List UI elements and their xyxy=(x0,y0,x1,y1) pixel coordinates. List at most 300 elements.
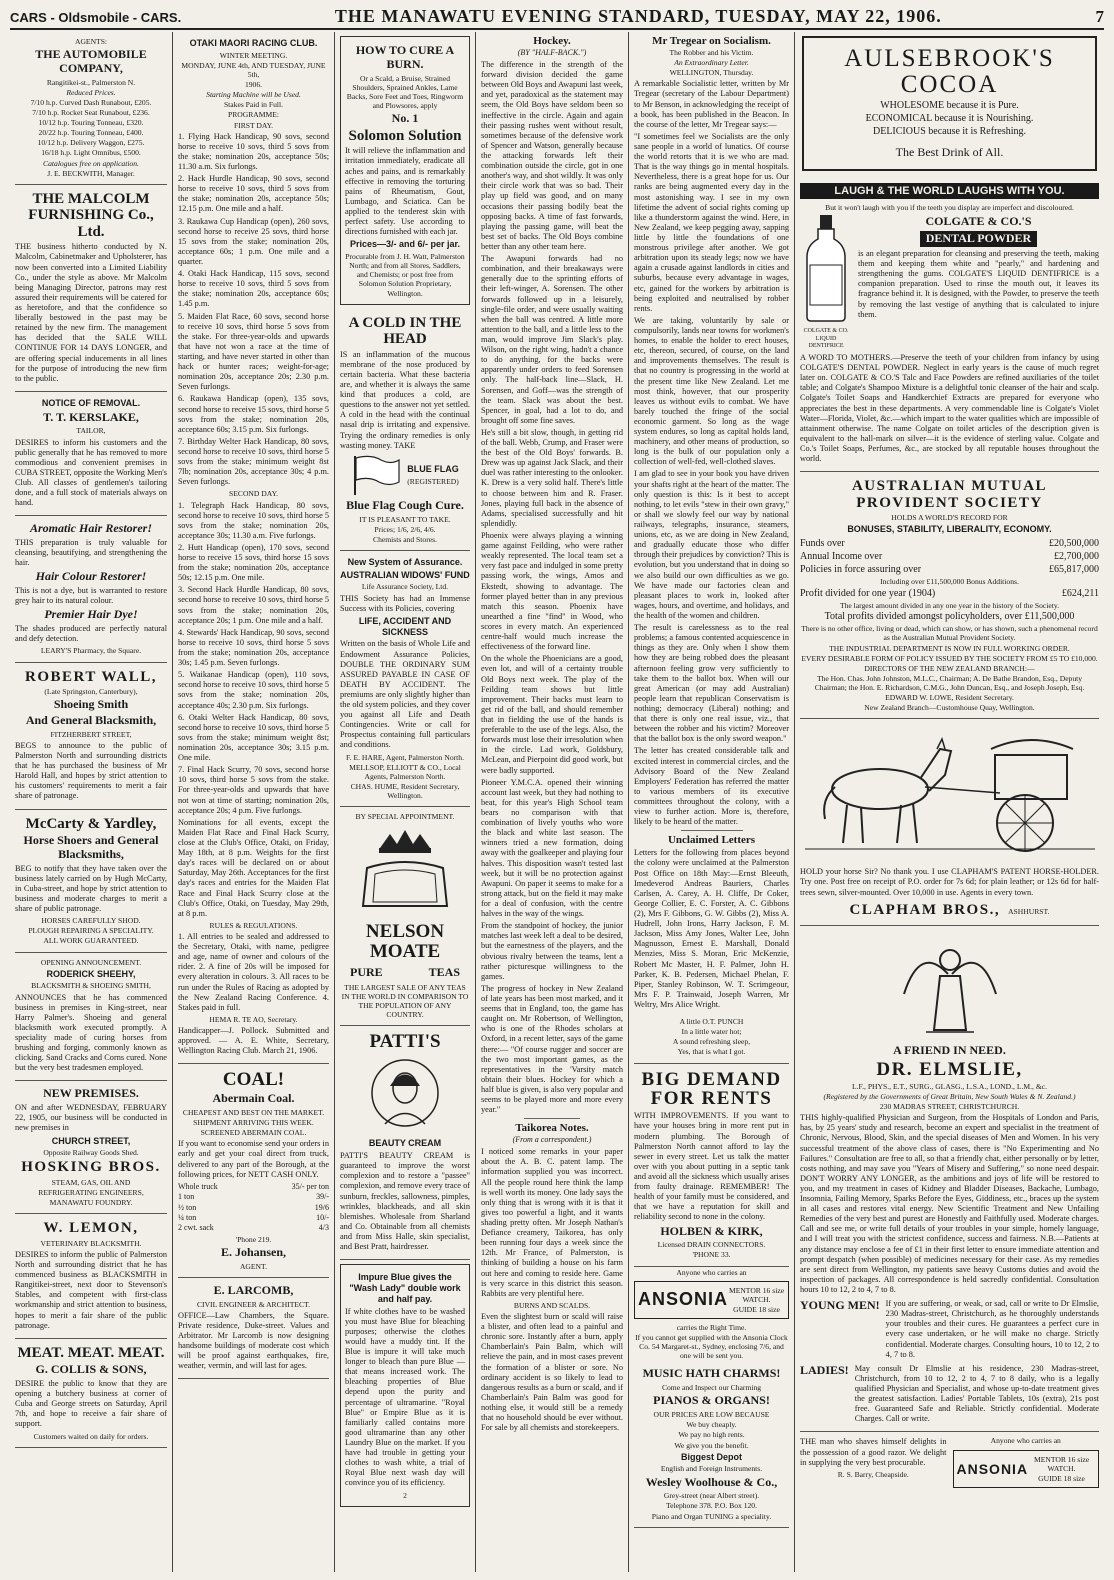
amp-name: AUSTRALIAN MUTUAL PROVIDENT SOCIETY xyxy=(851,478,1048,511)
racing-first-day: FIRST DAY. xyxy=(233,120,274,130)
article-paragraph: "I sometimes feel we Socialists are the only sane people in a world of lunatics. Of course the world retorts that it is we who are mad. That is the way things go in mental hospitals. Nevertheless, there is a great hope for us. Our ranks are being augmented every day in the most astonishing way. I see in my own lifetime the advent of social rights coming up like a thunderstorm against the wind. Here, in New Zealand, we keep pegging away, sapping little by little the foundations of one monstrous privilege after another. We got arbitration upon its steady legs; now we have again a crusade against landlords in cities and suburbs, because every advantage in wages, etc, gained for the workers by arbitration is being exploited and neutralised by robber rents. xyxy=(634,131,789,313)
automobile-company-name: THE AUTOMOBILE COMPANY, xyxy=(35,47,147,75)
coal-shipment: SHIPMENT ARRIVING THIS WEEK. xyxy=(193,1118,314,1128)
hair-restorer-body: THIS preparation is truly valuable for cleansing, beautifying, and strengthening the hair. xyxy=(15,538,167,568)
ladies-heading: LADIES! xyxy=(800,1362,849,1377)
racing-starting: Starting Machine will be Used. xyxy=(206,90,301,100)
solomon-name: Solomon Solution xyxy=(348,127,462,144)
racing-club: OTAKI MAORI RACING CLUB. xyxy=(189,38,318,48)
ansonia-bottom: If you cannot get supplied with the Ansonia Clock Co. 54 Margaret-st., Sydney, enclosing 7/6, and one will be sent you. xyxy=(635,1333,788,1361)
article-paragraph: The progress of hockey in New Zealand of late years has been most marked, and it seems that in England, too, the game has caught on. Mr Robertson, of Wellington, who is one of the Rhodes scholars at Oxford, in a recent letter, says of the game there:— "Of course rugger and soccer are the two most important games, as the representatives in the 'Varsity match obtain their blues. Hockey for which a half blue is given, is also very popular and seems to be played more and more every year." xyxy=(481,983,623,1115)
kerslake-trade: TAILOR, xyxy=(76,426,106,436)
crown-crest-icon xyxy=(345,826,465,912)
elmslie-body: THIS highly-qualified Physician and Surgeon, from the Hospitals of London and Paris, has, by 25 years' study and research, become an expert and specialist in the treatment of Chronic, Nervous, Blood, Skin, and the special diseases of Men and Women. In his very successful treatment of the above class of cases, there is "No Experimenting and No Failures." Consultation are free to all, so that a friendly chat, either personally or by letter, costs nothing, and may save you "Years of Misery and Suffering," so none need despair. DON'T WORRY ANY LONGER, as the ambitions and joys of life will be restored to you, and my treatment in cases of Kidney and Bladder Diseases, Backache, Lumbago, Insomnia, Failing Memory, Sparks Before the Eyes, Giddiness, etc., braces up the system in all cases and restores vital energy. New Scientific Treatment and New Unfailing Remedies of the very best and purest are Honestly and Faithfully used. Moderate charges. Call and see me, or write full details of your troubles in your simple, homely language, and I will treat you with the strictest confidence, success and fairness. N.B.—Patients at any distance may enclose a fee of £1 in their first letter to ensure immediate attention and prompt despatch (when possible) of medicines necessary for their case. As my remedies are sent direct from Wellington, my patients save heavy Customs duties and avoid the inspection of packages. All correspondence is held sacredly confidential. Consultation hours 10 to 12, 2 to 4, 7 to 8. xyxy=(800,1113,1099,1295)
price-line: 7/10 h.p. Rocket Seat Runabout, £236. xyxy=(32,108,150,118)
amp-secretary: EDWARD W. LOWE, Resident Secretary. xyxy=(885,693,1014,703)
larcomb-role: CIVIL ENGINEER & ARCHITECT. xyxy=(196,1299,311,1309)
amp-branch: New Zealand Branch—Customhouse Quay, Wellington. xyxy=(864,703,1035,713)
clapham-name: CLAPHAM BROS., xyxy=(849,901,1001,918)
elmslie-name: DR. ELMSLIE, xyxy=(876,1058,1023,1080)
mccarty-tag: HORSES CAREFULLY SHOD. xyxy=(41,916,141,926)
bottle-icon xyxy=(801,213,851,323)
blue-flag-logo-row xyxy=(340,454,470,496)
coal-agent-role: AGENT. xyxy=(239,1261,268,1271)
music-heading: MUSIC HATH CHARMS! xyxy=(642,1366,781,1381)
angel-figure-icon xyxy=(890,934,1010,1034)
woolhouse-ad xyxy=(634,1361,789,1527)
music-depot: Biggest Depot xyxy=(680,1451,742,1462)
hosking-foundry: MANAWATU FOUNDRY. xyxy=(49,1198,133,1208)
lemon-body: DESIRES to inform the public of Palmerston North and surrounding district that he has commenced business as BLACKSMITH in Rangitikei-street, next door to Stevenson's Stables, and competent with first-class workmanship and strict attention to business, hopes to merit a fair share of the public patronage. xyxy=(15,1249,167,1330)
ansonia-right-time: carries the Right Time. xyxy=(676,1323,747,1333)
masthead-title: THE MANAWATU EVENING STANDARD, TUESDAY, MAY 22, 1906. xyxy=(334,6,942,26)
widows-fund-secretary: CHAS. HUME, Resident Secretary, Wellington. xyxy=(350,781,460,801)
price-line: 10/12 h.p. Delivery Waggon, £275. xyxy=(37,138,145,148)
hockey-heading: Hockey. xyxy=(533,35,571,47)
kerslake-body: DESIRES to inform his customers and the public generally that he has removed to more commodious and convenient premises in CUBA STREET, opposite the Working Men's Club. All classes of gentlemen's tailoring done, and a full stock of materials always on hand. xyxy=(15,437,167,508)
racing-year: 1906. xyxy=(244,80,263,90)
coal-subheading: Abermain Coal. xyxy=(212,1091,295,1106)
meat-heading: MEAT. MEAT. MEAT. xyxy=(17,1344,165,1361)
life-accident-sickness: LIFE, ACCIDENT AND SICKNESS xyxy=(358,615,452,637)
article-divider xyxy=(681,830,743,831)
colgate-mothers: A WORD TO MOTHERS.—Preserve the teeth of your children from infancy by using COLGATE'S DENTAL POWDER. Neglect in early years is the cause of much regret later on. COLGATE & CO.'S Talc and Face Powders are refined auxiliaries of the toilet table; and Colgate's Shampoo Mixture is a delightful tonic cleanser of the hair and scalp. Colgate's Toilet Soaps and Handkerchief Extracts are prepared for everyone who appreciates the best in these departments. A very commendable line is Colgate's Violet Water—Florida, Violet, &c.—which impart to the water qualities which are impossible of attainment otherwise. The name Colgate on toilet articles of the description given is equivalent to the hall-mark on silver—it is the evidence of sterling value. Colgate and Co.'s Toilet Soaps, Perfumes, &c., are stocked by all reputable houses throughout the world. xyxy=(800,352,1099,464)
race-entry: 4. Stewards' Hack Handicap, 90 sovs, second horse to receive 10 sovs, third horse 5 sovs from the stake; nomination 20s, acceptance 30s; 1.45 p.m. Seven furlongs. xyxy=(178,627,329,668)
coal-agent: E. Johansen, xyxy=(220,1244,287,1259)
mccarty-tag: ALL WORK GUARANTEED. xyxy=(43,936,139,946)
music-come: Come and Inspect our Charming xyxy=(661,1383,762,1393)
woolhouse-tuning: Piano and Organ TUNING a speciality. xyxy=(651,1511,772,1521)
verse-line: A little O.T. PUNCH xyxy=(679,1017,744,1027)
elmslie-qualifications: L.F., PHYS., E.T., SURG., GLASG., L.S.A., LOND., L.M., &c. xyxy=(851,1081,1047,1091)
friend-in-need: A FRIEND IN NEED. xyxy=(893,1043,1006,1058)
catalogues-note: Catalogues free on application. xyxy=(43,158,139,168)
amp-directors-heading: DIRECTORS OF THE NEW ZEALAND BRANCH:— xyxy=(864,663,1035,673)
amp-society-ad xyxy=(800,472,1099,719)
racing-handicappers: Handicapper—J. Pollock. Submitted and approved. — A. E. White, Secretary, Wellington Racing Club. March 21, 1906. xyxy=(178,1025,329,1056)
barry-name: R. S. Barry, Cheapside. xyxy=(837,1469,909,1479)
race-entry: 4. Otaki Hack Handicap, 115 sovs, second horse to receive 10 sovs, third 5 sovs from the stake; nomination 20s, acceptance 60s; 1.45 p.m. xyxy=(178,269,329,309)
taikorea-article xyxy=(481,1122,623,1433)
pianos-organs: PIANOS & ORGANS! xyxy=(653,1393,770,1408)
ansonia-box xyxy=(953,1450,1100,1488)
burns-body: Even the slightest burn or scald will raise a blister, and often lead to a painful and chronic sore. Instantly after a burn, apply Chamberlain's Pain Balm, which will relieve the pain, and in most cases prevent the formation of a blister or sore. No ordinary accident is so likely to lead to dangerous results as a burn or scald, and if Chamberlain's Pain Balm was good for nothing else, it would still be a remedy that no household should be ever without. For sale by all chemists and storekeepers. xyxy=(481,1312,623,1433)
leary-pharmacy-ad xyxy=(15,516,167,662)
cocoa-claim: DELICIOUS because it is Refreshing. xyxy=(872,125,1027,137)
leary-signature: LEARY'S Pharmacy, the Square. xyxy=(40,646,142,656)
barry-ad xyxy=(800,1435,947,1491)
racing-stakes: Stakes Paid in Full. xyxy=(223,100,284,110)
tregear-article xyxy=(634,35,789,827)
hair-colour-body: This is not a dye, but is warranted to restore grey hair to its natural colour. xyxy=(15,586,167,606)
amp-profit-row xyxy=(800,587,1099,600)
article-divider xyxy=(524,1118,581,1119)
coal-qty: ¼ ton xyxy=(178,1212,197,1222)
rules-heading: RULES & REGULATIONS. xyxy=(209,920,298,930)
coal-qty: 2 cwt. sack xyxy=(178,1223,214,1233)
unclaimed-heading: Unclaimed Letters xyxy=(667,834,756,847)
young-men-body: If you are suffering, or weak, or sad, call or write to Dr Elmslie, 230 Madras-street, Christchurch, as he thoroughly understands your troubles and their cures. He guarantees a perfect cure in every case undertaken, or he will make no charge. Strictly confidential. Moderate charges. Consulting hours, 10 to 12, 2 to 4, 7 to 8. xyxy=(885,1299,1099,1359)
race-entry: 1. Flying Hack Handicap, 90 sovs, second horse to receive 10 sovs, third 5 sovs from the stake; nomination 20s, acceptance 50s; 11.30 a.m. Six furlongs. xyxy=(178,131,329,171)
solomon-price: Prices—3/- and 6/- per jar. xyxy=(349,239,461,250)
barry-body: THE man who shaves himself delights in the possession of a good razor. We delight in supplying the very best procurable. xyxy=(800,1437,947,1467)
widows-fund-local-agents: MELLSOP, ELLIOTT & CO., Local Agents, Palmerston North. xyxy=(349,762,461,781)
hockey-byline: (BY "HALF-BACK.") xyxy=(517,48,587,57)
burn-heading: HOW TO CURE A BURN. xyxy=(355,43,455,71)
coal-cheapest: CHEAPEST AND BEST ON THE MARKET. xyxy=(182,1108,325,1118)
clapham-name-row xyxy=(800,900,1099,921)
coal-qty: 1 ton xyxy=(178,1192,195,1202)
race-entry: 3. Second Hack Hurdle Handicap, 80 sovs, second horse to receive 10 sovs, third horse 5 sovs from the stake; nomination 20s, acceptance 20s; 1 p.m. One mile and a half. xyxy=(178,585,329,625)
amp-row xyxy=(800,550,1099,563)
coal-phone: 'Phone 219. xyxy=(235,1234,272,1244)
ladies-block xyxy=(800,1362,1099,1427)
amp-holds: HOLDS A WORLD'S RECORD FOR xyxy=(891,513,1008,523)
holben-body: WITH IMPROVEMENTS. If you want to have your houses bring in more rent put in modern plumbing. The Borough of Palmerston North cannot afford to lay the sewer in every street. Let us talk the matter over with you about putting in a septic tank and avoid all the sickness which usually arises from faulty drainage. REMEMBER! The health of your family must be considered, and that we have a reputation for skill and reliability second to none in the colony. xyxy=(634,1111,789,1222)
removal-notice: NOTICE OF REMOVAL. xyxy=(41,397,141,408)
amp-largest: The largest amount divided in any one year in the history of the Society. xyxy=(839,601,1060,611)
holben-phone: 'PHONE 33. xyxy=(692,1250,731,1260)
collis-tail: Customers waited on daily for orders. xyxy=(33,1431,149,1441)
wall-trade: Shoeing Smith xyxy=(53,697,129,712)
elmslie-ad xyxy=(800,926,1099,1432)
blue-flag-ad xyxy=(340,309,470,551)
aulsebrook-name: AULSEBROOK'S xyxy=(844,45,1055,72)
cocoa-label: COCOA xyxy=(900,71,999,99)
wall-trade2: And General Blacksmith, xyxy=(25,712,157,727)
column-1 xyxy=(10,32,173,1572)
cocoa-claim: ECONOMICAL because it is Nourishing. xyxy=(865,112,1034,124)
wall-name: ROBERT WALL, xyxy=(25,668,157,685)
columns xyxy=(10,32,1104,1572)
punch-verse xyxy=(634,1012,789,1063)
racing-second-day: SECOND DAY. xyxy=(229,489,278,499)
coal-price: 4/3 xyxy=(318,1223,329,1233)
amp-bonuses: BONUSES, STABILITY, LIBERALITY, ECONOMY. xyxy=(847,524,1052,535)
article-paragraph: The letter has created considerable talk and excited interest in commercial circles, and the Advisory Board of the New Zealand Employers' Federation has referred the matter to various members of its executive committees throughout the colony, with a view to further action. More is, therefore, likely to be heard of the matter. xyxy=(634,746,789,827)
sheehy-trade: BLACKSMITH & SHOEING SMITH, xyxy=(31,981,151,991)
music-prices: OUR PRICES ARE LOW BECAUSE xyxy=(653,1410,770,1420)
footer-row xyxy=(800,1435,1099,1491)
amp-row xyxy=(800,537,1099,550)
woman-portrait-icon xyxy=(370,1058,440,1128)
amp-directors: The Hon. Chas. John Johnston, M.L.C., Chairman; A. De Bathe Brandon, Esq., Deputy Chairman; the Hon. E. Richardson, C.M.G., John Duncan, Esq., and Joseph Joseph, Esq. xyxy=(814,673,1085,692)
hair-restorer-heading: Aromatic Hair Restorer! xyxy=(29,521,152,536)
cough-prices: Prices; 1/6, 2/6, 4/6. xyxy=(374,524,436,534)
big-demand-heading: BIG DEMAND FOR RENTS xyxy=(641,1068,782,1110)
price-line: 10/12 h.p. Touring Tonneau, £320. xyxy=(38,118,144,128)
race-entry: 3. Raukawa Cup Handicap (open), 260 sovs, second horse to receive 25 sovs, third horse 15 sovs from the stake; nomination 20s, acceptance 60s; 1 p.m. One mile and a quarter. xyxy=(178,216,329,266)
racing-programme: PROGRAMME: xyxy=(227,110,280,120)
holben-name: HOLBEN & KIRK, xyxy=(660,1223,763,1238)
ansonia-guide: GUIDE 18 size xyxy=(1038,1473,1085,1483)
racing-rules: 1. All entries to be sealed and addressed to the Secretary, Otaki, with name, pedigree and age, name of owner and colours of the rider. 2. A fine of 20s will be imposed for every alteration in colours. 3. All races to be run under the Rules of Racing as adopted by the New Zealand Racing Conference. 4. Stakes paid in full. xyxy=(178,931,329,1012)
amp-row-value: £20,500,000 xyxy=(1049,538,1099,550)
automobile-ad xyxy=(15,32,167,185)
cough-cure-name: Blue Flag Cough Cure. xyxy=(346,497,464,512)
lemon-trade: VETERINARY BLACKSMITH. xyxy=(40,1238,142,1248)
coal-price: 39/- xyxy=(316,1192,329,1202)
coal-price: 10/- xyxy=(316,1212,329,1222)
larcomb-name: E. LARCOMB, xyxy=(213,1282,294,1297)
tregear-subheading: The Robber and his Victim. xyxy=(669,48,754,57)
coal-price-row xyxy=(178,1213,329,1223)
article-paragraph: From the standpoint of hockey, the junior matches last week left a deal to be desired, but the earnestness of the players, and the obvious rivalry between the teams, lent a rather picturesque willingness to the games. xyxy=(481,921,623,981)
music-instruments: English and Foreign Instruments. xyxy=(660,1464,763,1474)
ladies-body: May consult Dr Elmslie at his residence, 230 Madras-street, Christchurch, from 10 to 12, 2 to 4, 7 to 8 daily, who is a legally qualified Physician and Specialist, and whose up-to-date treatment gives the greatest satisfaction. Ladies' Portable Tablets, 10s (extra), 21s post free. Guaranteed Safe and Reliable. Strictly confidential. Moderate Charges. Call or write. xyxy=(854,1363,1099,1424)
verse-line: In a little water hot; xyxy=(681,1027,742,1037)
woolhouse-address: Grey-street (near Albert street). xyxy=(663,1491,760,1501)
hair-dye-heading: Premier Hair Dye! xyxy=(44,607,138,622)
clapham-place: ASHHURST. xyxy=(1008,906,1050,916)
amp-row xyxy=(800,563,1099,576)
malcolm-body: THE business hitherto conducted by N. Malcolm, Cabinetmaker and Upholsterer, has now been converted into a Limited Liability Co., under the style as above. Mr Malcolm being Managing Director, patrons may rest assured their requirements will be catered for as heretofore, and that the confidence so liberally bestowed in the past may be retained by the new firm. The management has decided that the SALE WILL CONTINUE FOR 14 DAYS LONGER, and are offering special inducements in all lines for the purpose of introducing the new firm to the public. xyxy=(15,242,167,383)
solomon-number: No. 1 xyxy=(391,111,419,126)
coal-price-row xyxy=(178,1192,329,1202)
taikorea-byline: (From a correspondent.) xyxy=(512,1135,592,1145)
cocoa-claim: WHOLESOME because it is Pure. xyxy=(880,99,1019,111)
race-entry: 6. Raukawa Handicap (open), 135 sovs, second horse to receive 15 sovs, third horse 5 sovs from the stake; nomination 20s, acceptance 60s; 3.15 p.m. Six furlongs. xyxy=(178,394,329,434)
sheehy-name: RODERICK SHEEHY, xyxy=(46,968,136,979)
pattis-body: PATTI'S BEAUTY CREAM is guaranteed to improve the worst complexion and to restore a "passee" complexion, and remove every trace of sunburn, freckles, sallowness, pimples, wrinkles, blackheads, and all skin blemishes. Wholesale from Sharland and Co. Obtainable from all chemists and from Miss Halle, skin specialist, and Best Pratt, hairdresser. xyxy=(340,1151,470,1252)
ansonia-ad-2 xyxy=(953,1435,1100,1491)
article-paragraph: Phoenix were always playing a winning game against Feilding, who were rather weakly represented. The local team set a very fast pace and indulged in some pretty passing work, the wings, Amos and Ekstedt, showing to advantage. The former played better than in any previous match this season. Phoenix have unearthed a fine "find" in Wood, who scores in every match. An experienced centre-half would much increase the effectiveness of the forward line. xyxy=(481,531,623,652)
colgate-body: is an elegant preparation for cleansing and preserving the teeth, making them and keeping them white and "pearly," and hardening and strengthening the gums. COLGATE'S LIQUID DENTIFRICE is a companion preparation. Used to rinse the mouth out, it leaves its fragrance behind it. It is designed, with the Powder, to preserve the teeth by removing the last vestige of anything that is calculated to injure them. xyxy=(858,249,1099,319)
nelson-moate-name: NELSON MOATE xyxy=(365,921,445,963)
hosking-ad xyxy=(15,1081,167,1214)
collis-ad xyxy=(15,1339,167,1448)
tregear-heading: Mr Tregear on Socialism. xyxy=(652,35,771,47)
ansonia-name: ANSONIA xyxy=(638,1289,729,1310)
royal-blue-number: 2 xyxy=(403,1490,407,1500)
hosking-trade2: REFRIGERATING ENGINEERS, xyxy=(38,1188,144,1198)
music-reason: We buy cheaply. xyxy=(686,1420,737,1430)
music-reason: We give you the benefit. xyxy=(674,1440,749,1450)
race-entry: 2. Hutt Handicap (open), 170 sovs, second horse to receive 15 sovs, third horse 15 sovs from the stake; nomination 20s, acceptance 50s; 12.15 p.m. One mile. xyxy=(178,542,329,583)
nelson-teas: TEAS xyxy=(428,965,460,980)
ansonia-models xyxy=(1028,1454,1095,1484)
masthead-left: CARS - Oldsmobile - CARS. xyxy=(10,10,182,25)
elmslie-address: 230 MADRAS STREET, CHRISTCHURCH. xyxy=(879,1102,1020,1112)
hosking-opposite: Opposite Railway Goods Shed. xyxy=(43,1148,139,1158)
masthead xyxy=(10,6,1104,30)
article-paragraph: I am glad to see in your book you have driven your shafts right at the heart of the matter. The only question is this: Is it best to accept nothing, to let evils "stew in their own gravy," or shall we slowly feel our way by national railways, telegraphs, insurance, steamers, unions, etc, as we are doing in New Zealand, and gradually educate those who differ through their prejudices by conviction? This is evolution, but you understand that in doing so we also build our own difficulties as we go. We have made our factories clean and pleasant places to work in, looked after wages, hours, and overtime, and holidays, and the health of the women and children. xyxy=(634,469,789,621)
bottle-label: COLGATE & CO. LIQUID DENTIFRICE xyxy=(803,328,849,349)
amp-row-label: Policies in force assuring over xyxy=(800,564,922,576)
ansonia-name: ANSONIA xyxy=(956,1460,1029,1477)
burns-heading: BURNS AND SCALDS. xyxy=(513,1300,591,1310)
amp-total: Total profits divided amongst policyholders, over £11,500,000 xyxy=(824,611,1075,623)
young-men-heading: YOUNG MEN! xyxy=(800,1298,880,1313)
elmslie-registration: (Registered by the Governments of Great Britain, New South Wales & N. Zealand.) xyxy=(823,1091,1076,1101)
column-4 xyxy=(476,32,629,1572)
article-paragraph: A remarkable Socialistic letter, written by Mr Tregear (secretary of the Labour Department) to Mr Benson, in acknowledging the receipt of a book, has been published in the Beacon. In the course of the letter, Mr Tregear says:— xyxy=(634,79,789,129)
widows-fund-ltd: Life Assurance Society, Ltd. xyxy=(361,582,449,592)
race-entry: 5. Waikanae Handicap (open), 110 sovs, second horse to receive 10 sovs, third horse 5 sovs from the stake; nomination 20s, acceptance 40s; 2.30 p.m. Six furlongs. xyxy=(178,670,329,710)
race-entry: 6. Otaki Welter Hack Handicap, 80 sovs, second horse to receive 10 sovs, third horse 5 sovs from the stake; minimum weight 8st; nomination 20s, acceptance 30s; 3.15 p.m. One mile. xyxy=(178,712,329,763)
robert-wall-ad xyxy=(15,663,167,810)
clapham-ad xyxy=(800,719,1099,926)
colgate-body-row xyxy=(800,213,1099,351)
tregear-subheading2: An Extraordinary Letter. xyxy=(674,58,749,68)
page-number: 7 xyxy=(1095,7,1104,26)
coal-screened: SCREENED ABERMAIN COAL. xyxy=(200,1128,307,1138)
assurance-heading: New System of Assurance. xyxy=(347,556,463,567)
colgate-intro: But it won't laugh with you if the teeth you display are imperfect and discoloured. xyxy=(825,203,1074,213)
race-entry: 5. Maiden Flat Race, 60 sovs, second horse to receive 10 sovs, third horse 5 sovs from the stake. For three-year-olds and upwards that have not won a race at the time of starting, and have never started in other than hack or hunter races; weight-for-age; nomination 20s, acceptance 20s; 2.30 p.m. Seven furlongs. xyxy=(178,311,329,392)
article-paragraph: The result is carelessness as to the real problems; a famous contented acquiescence in things as they are. Only when I show them how they are being robbed does the pleasant afternoon feeling grow very sufficiently to take them to the ballot box. When will our great American (or may add Australian) people learn that republican Conservatism is nothing; democracy (Liberal) nothing; and that there is only one real issue, viz., that between the robber and his victim? Moreover that the ballot box is the only sword weapon." xyxy=(634,623,789,744)
pattis-ad xyxy=(340,1026,470,1260)
cough-where: Chemists and Stores. xyxy=(373,534,437,544)
ansonia-guide: GUIDE 18 size xyxy=(733,1304,780,1314)
article-paragraph: Pioneer Y.M.C.A. opened their winning account last week, but they had nothing to beat, for this year's High School team bears no comparison with that combination of lively youths who wore the black and white last season. The winners tried a new formation, doing away with the goalkeeper and playing four halves. This disposition wasn't tested last week, but it will be no protection against Awapuni. On paper it seems to make for a strong attack, but on the field it may make for a deal of confusion, with the centre halves in the way of the wings. xyxy=(481,777,623,919)
larcomb-ad xyxy=(178,1278,329,1380)
hair-dye-body: The shades produced are perfectly natural and defy detection. xyxy=(15,624,167,644)
coal-price-row xyxy=(178,1182,329,1192)
cold-body: IS an inflammation of the mucous membrane of the nose produced by certain bacteria. What these bacteria are, and whether it is always the same kind that produces a cold, are questions to the answer not yet settled. A cold in the head with the continual nasal drip is irritating and expensive. Trying the ordinary remedies is only wasting money. TAKE xyxy=(340,349,470,450)
unclaimed-letters xyxy=(634,834,789,1010)
amp-row-label: Annual Income over xyxy=(800,551,883,563)
hosking-street: CHURCH STREET, xyxy=(51,1135,131,1146)
sheehy-ad xyxy=(15,953,167,1082)
nelson-moate-ad xyxy=(340,807,470,1026)
horse-and-buggy-icon xyxy=(805,727,1095,857)
colgate-ad xyxy=(800,175,1099,472)
hosking-trade: STEAM, GAS, OIL AND xyxy=(51,1177,131,1187)
unclaimed-body: Letters for the following from places beyond the colony were unclaimed at the Palmerston Post Office on 18th May:—Ernst Bleeuth, Imedeverod Andreas Bauriers, Charles Carlsen, A. Carey, A. H. Cliffe, Dr Coker, George Collier, E. C. Forster, A. C. Gibbons (2), Mrs F. Gibbons, G. W. Gibbs (2), Miss A. Hudrell, John Irons, Harry Jackson, F. M. Jackson, Miss Amy Jones, Walter Lee, John Magnusson, Ernest E. Marshall, Donald Menzies, Miss S. Moran, Eric McKenzie, Robert Mc Master, H. F. Palmer, John H. Parker, K. B. Pedersen, Michael Phelan, F. Piper, Stanley Robinson, W. T. Scrimgeour, Mrs F. P. Trainwaid, Joseph Warren, Mr Weltry, Mrs Alice Wright. xyxy=(634,848,789,1009)
column-3 xyxy=(335,32,476,1572)
hosking-name: HOSKING BROS. xyxy=(21,1159,161,1176)
nelson-pure: PURE xyxy=(350,965,383,980)
article-paragraph: The Awapuni forwards had no combination, and their breakaways were generally due to the sprinting efforts of their left-winger, A. Sorensen. The other forwards followed up in a leisurely, single-file order, and were usually waiting when the ball was centred. A little more attention to the ball, and a little less to the man, would improve Jim Slack's play. Wilson, on the right wing, hadn't a chance to do anything, for the backs were apparently under orders to feed Sorensen only. The half-back line—Slack, H. Sorensen, and Goff—was the strength of the team. Slack was about the best. Spencer, in goal, had a lot to do, and brought off some fine saves. xyxy=(481,254,623,425)
wash-lady-heading: Impure Blue gives the "Wash Lady" double work and half pay. xyxy=(349,1272,461,1304)
solomon-solution-ad xyxy=(340,36,470,305)
article-paragraph: He's still a bit slow, though, in getting rid of the ball. Webb, Crump, and Fraser were the best of the Old Boys' forwards. B. Drew was up against Jack Slack, and their duel was rather interesting to the onlooker. K. Drew is a very solid half. There's little to choose between him and R. Fraser. Jones, playing full back in the absence of Adams, specialised successfully and hit splendidly. xyxy=(481,427,623,528)
nelson-tagline: THE LARGEST SALE OF ANY TEAS IN THE WORLD IN COMPARISON TO THE POPULATION OF ANY COUNTRY. xyxy=(341,982,469,1020)
mccarty-tag: PLOUGH REPAIRING A SPECIALITY. xyxy=(28,926,154,936)
lemon-name: W. LEMON, xyxy=(43,1220,139,1237)
colgate-stripe: LAUGH & THE WORLD LAUGHS WITH YOU. xyxy=(800,183,1099,199)
widows-fund-body2: Written on the basis of Whole Life and Endowment Assurance Policies, DOUBLE THE ORDINARY SUM ASSURED PAYABLE IN CASE OF DEATH BY ACCIDENT. The premiums are only slightly higher than the old system policies, and they cover you against all Life and Death Contingencies. Write or call for Prospectus containing full particulars and conditions. xyxy=(340,639,470,750)
wall-late: (Late Springston, Canterbury), xyxy=(44,687,138,697)
ansonia-box xyxy=(634,1281,789,1319)
agents-label: AGENTS: xyxy=(74,37,108,46)
music-reason: We pay no high rents. xyxy=(678,1430,745,1440)
mccarty-name: McCarty & Yardley, xyxy=(25,815,157,832)
race-entry: 1. Telegraph Hack Handicap, 80 sovs, second horse to receive 10 sovs, third horse 5 sovs from the stake; nomination 20s, acceptance 30s; 11.30 a.m. Five furlongs. xyxy=(178,500,329,540)
coal-price-row xyxy=(178,1223,329,1233)
price-line: 20/22 h.p. Touring Tonneau, £400. xyxy=(38,128,144,138)
dental-powder-label: DENTAL POWDER xyxy=(920,231,1037,247)
special-appointment: BY SPECIAL APPOINTMENT. xyxy=(355,812,455,822)
automobile-street: Rangitikei-st., Palmerston N. xyxy=(46,77,136,87)
mccarty-body: BEG to notify that they have taken over the business lately carried on by Hugh McCarty, in Cuba-street, and hope by strict attention to business and moderate charges to merit a share of public patronage. xyxy=(15,863,167,914)
coal-body: If you want to economise send your orders in early and get your coal direct from truck, delivered to any part of the Borough, at the following prices, for NETT CASH ONLY. xyxy=(178,1139,329,1179)
amp-ordinary: There is no other office, living or dead, which can show, or has shown, such a phenomenal record as the Australian Mutual Provident Society. xyxy=(801,624,1098,643)
blue-flag-mark: BLUE FLAG xyxy=(407,464,459,475)
clapham-body: HOLD your horse Sir? No thank you. I use CLAPHAM'S PATENT HORSE-HOLDER. Try one. Post free on receipt of P.O. order for 7s 6d; for plain leather; or 12s 6d for half-trees sewn, silver-mounted. Over 10,000 in use. Agents in every town. xyxy=(800,867,1099,897)
verse-line: Yes, that is what I got. xyxy=(677,1047,746,1057)
racing-meeting: WINTER MEETING. xyxy=(219,50,288,60)
beauty-cream-label: BEAUTY CREAM xyxy=(368,1138,442,1149)
solomon-body: It will relieve the inflammation and irritation immediately, eradicate all aches and pains, and is remarkably effective in removing the torturing pains of Rheumatism, Gout, Lumbago, and Sciatica. Can be applied to the tenderest skin with perfect safety. Use according to directions furnished with each jar. xyxy=(345,146,465,237)
widows-fund-name: AUSTRALIAN WIDOWS' FUND xyxy=(340,569,470,580)
hair-colour-heading: Hair Colour Restorer! xyxy=(35,569,147,584)
colgate-name: COLGATE & CO.'S xyxy=(925,214,1032,229)
column-6 xyxy=(795,32,1104,1572)
coal-price: 19/6 xyxy=(314,1202,329,1212)
ansonia-mentor: MENTOR 16 size WATCH. xyxy=(728,1285,785,1304)
hosking-body: ON and after WEDNESDAY, FEBRUARY 22, 1905, our business will be conducted in new premises in xyxy=(15,1103,167,1133)
coal-ad xyxy=(178,1064,329,1277)
ansonia-mentor: MENTOR 16 size WATCH. xyxy=(1033,1454,1090,1473)
widows-fund-ad xyxy=(340,551,470,807)
coal-price: 35/- per ton xyxy=(291,1181,329,1191)
amp-every: EVERY DESIRABLE FORM OF POLICY ISSUED BY THE SOCIETY FROM £5 TO £10,000. xyxy=(801,653,1098,663)
coal-price-row xyxy=(178,1203,329,1213)
ansonia-top: Anyone who carries an xyxy=(676,1267,747,1277)
woolhouse-name: Wesley Woolhouse & Co., xyxy=(645,1474,778,1489)
taikorea-body: I noticed some remarks in your paper about the A. B. C. patent lamp. The information supplied you was incorrect. All the people round here think the lamp is well worth its money. One lady says the only thing that is wrong with it is that it gives too powerful a light, and it wants shading pretty often. Mr Joseph Nathan's Defiance creamery, Taikorea, has only been running four days a week since the 12th. Mr France, of Palmerston, is thinking of building a house on his farm out here and coming to reside here. Game is very scarce in this district this season. Rabbits are very plentiful here. xyxy=(481,1147,623,1298)
collis-body: DESIRE the public to know that they are opening a butchery business at corner of Cuba and George streets on Saturday, April 7th, and hope to receive a fair share of support. xyxy=(15,1379,167,1429)
cough-pleasant: IT IS PLEASANT TO TAKE. xyxy=(359,514,451,524)
article-paragraph: The difference in the strength of the forward division decided the game between Old Boys and Awapuni last week, and yet, paradoxical as the statement may seem, the Old Boys have seldom been so ineffective in the circle. Again and again their passing rushes went without result, sometimes because of the defensive work of Spencer and Watson, generally because the attacking forwards left their combination outside the circle, got in one another's way, and shot wildly. It was only their circle work that was so bad. Their play up field was good, and on many occasions their passing bodily beat the opposing backs. A time of fast forwards, playing the passing game, will beat the best set of backs. The Old Boys combine better than any other team here. xyxy=(481,60,623,251)
ansonia-ad xyxy=(634,1268,789,1361)
amp-row-label: Funds over xyxy=(800,538,845,550)
verse-line: A sound refreshing sleep, xyxy=(672,1037,751,1047)
racing-secretary: HEMA R. TE AO, Secretary. xyxy=(209,1014,298,1024)
kerslake-ad xyxy=(15,392,167,516)
race-entry: 7. Birthday Welter Hack Handicap, 80 sovs, second horse to receive 10 sovs, third horse 5 sovs from the stake; minimum weight 8st 7lb; nomination 20s, acceptance 30s; 4 p.m. Seven furlongs. xyxy=(178,436,329,487)
royal-blue-ad xyxy=(340,1264,470,1506)
amp-row-value: £65,817,000 xyxy=(1049,564,1099,576)
holben-role: Licensed DRAIN CONNECTORS. xyxy=(657,1240,766,1250)
ansonia-models xyxy=(728,1285,785,1315)
taikorea-heading: Taikorea Notes. xyxy=(515,1122,589,1135)
nelson-pure-teas-row xyxy=(340,964,470,982)
cocoa-tagline: The Best Drink of All. xyxy=(895,144,1004,159)
racing-dates: MONDAY, JUNE 4th, AND TUESDAY, JUNE 5th, xyxy=(181,60,326,80)
woolhouse-telephone: Telephone 378. P.O. Box 120. xyxy=(665,1501,757,1511)
cold-title: A COLD IN THE HEAD xyxy=(348,314,462,348)
sheehy-opening: OPENING ANNOUNCEMENT. xyxy=(40,957,142,967)
article-paragraph: On the whole the Phoenicians are a good, even lot, and will of a certainty trouble Old Boys next week. The play of the Feilding team shows but little improvement. Their backs must learn to get rid of the ball, and should remember that in fielding the use of the hands is preferable to the use of the legs. Also, the forwards must lose their irresolution when in the circle. Lad work, Goldsbury, McLean, and Pierpoint did good work, but were badly supported. xyxy=(481,654,623,775)
race-entry: 2. Hack Hurdle Handicap, 90 sovs, second horse to receive 10 sovs, third 5 sovs from the stake; nomination 20s, acceptance 50s; 12.15 p.m. One mile and a half. xyxy=(178,174,329,214)
amp-including: Including over £11,500,000 Bonus Additions. xyxy=(880,577,1019,587)
column-5 xyxy=(629,32,795,1572)
racing-notes: Nominations for all events, except the Maiden Flat Race and Final Hack Scurry, close at the Club's Office, Otaki, on Friday, May 18th, at 8 p.m. Weights for the first day's races will be declared on or about Saturday, May 26th. Acceptances for the first day's races and entries for the Maiden Flat Race and Final Hack Scurry close at the Club's Office, Otaki, on Tuesday, May 29th, at 8 p.m. xyxy=(178,817,329,918)
mccarty-ad xyxy=(15,810,167,953)
coal-heading: COAL! xyxy=(222,1069,285,1091)
wall-street: FITZHERBERT STREET, xyxy=(50,729,132,739)
mccarty-trade: Horse Shoers and General Blacksmiths, xyxy=(23,833,159,861)
widows-fund-agent: F. E. HARE, Agent, Palmerston North. xyxy=(346,752,464,762)
royal-blue-body: If white clothes have to be washed you must have Blue for bleaching purposes; otherwise the clothes would have a muddy tint. If the Blue is impure it will take much longer to bleach than pure Blue — that means increased work. The bleaching properties of Blue depend upon the purity and percentage of ultramarine. "Royal Blue" or Empire Blue as it is familiarly called contains more good ultramarine than any other Laundry Blue on the market. If you have had trouble in getting your clothes to wash white, a trial of Royal Blue next wash day will convince you of its efficiency. xyxy=(345,1306,465,1488)
race-entry: 7. Final Hack Scurry, 70 sovs, second horse 10 sovs, third horse 5 sovs from the stake. For three-year-olds and upwards that have not won at time of starting; nomination 20s, acceptance 20s; 4 p.m. Five furlongs. xyxy=(178,765,329,815)
solomon-procure: Procurable from J. H. Watt, Palmerston North; and from all Stores, Saddlers, and Chemists; or post free from Solomon Solution Proprietary, Wellington. xyxy=(345,252,465,298)
amp-profit-value: £624,211 xyxy=(1061,588,1099,600)
automobile-manager: J. E. BECKWITH, Manager. xyxy=(47,168,135,178)
pattis-name: PATTI'S xyxy=(369,1031,441,1053)
widows-fund-body: THIS Society has had an Immense Success with its Policies, covering xyxy=(340,593,470,613)
malcolm-furnishing-ad xyxy=(15,185,167,392)
holben-kirk-ad xyxy=(634,1064,789,1267)
otaki-racing-ad xyxy=(178,32,329,1064)
amp-row-value: £2,700,000 xyxy=(1054,551,1099,563)
ansonia-top: Anyone who carries an xyxy=(990,1436,1061,1446)
dentifrice-bottle xyxy=(800,213,852,351)
solomon-intro: Or a Scald, a Bruise, Strained Shoulders, Sprained Ankles, Lame Backs, Sore Feet and Toes, Ringworm and Plowsores, apply xyxy=(346,73,464,110)
